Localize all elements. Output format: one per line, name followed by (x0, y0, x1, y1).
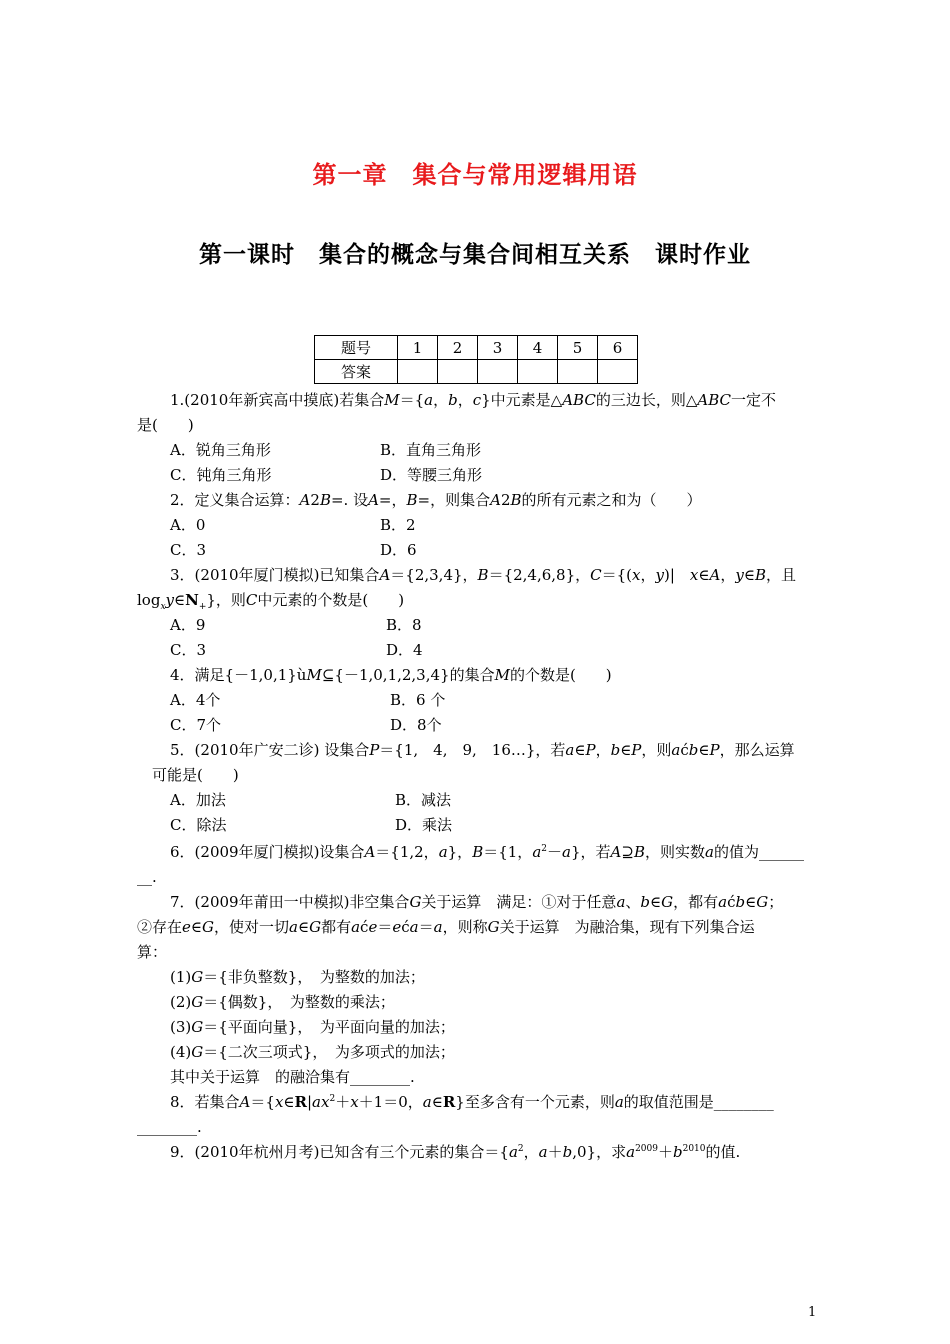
option-c: C．7个 (170, 716, 222, 734)
option-d: D．乘法 (395, 816, 453, 834)
question-8-line: 8．若集合$A=\{x\in R|ax^2+x+1=0$，a∈R}至多含有一个元素，则a的取值范围是________ (170, 1093, 774, 1111)
question-7-line: 其中关于运算 的融洽集有________. (170, 1068, 415, 1086)
question-2-line: 2．定义集合运算：A2B=. 设A=，B=，则集合A2B的所有元素之和为（ ） (170, 491, 702, 509)
option-a: A．锐角三角形 (170, 441, 271, 459)
page-number: 1 (808, 1305, 817, 1320)
question-6-line: 6．(2009年厦门模拟)设集合A＝{1,2，a}，B＝{1，$a^2-a$}，若A⊇B，则实数a的值为______ (170, 843, 804, 861)
table-cell: 5 (558, 336, 598, 360)
table-cell: 2 (438, 336, 478, 360)
question-5-line: 5．(2010年广安二诊) 设集合P＝{1, 4, 9, 16…}，若a∈P，b∈P，则aćb∈P，那么运算 (170, 741, 795, 759)
table-cell: 1 (398, 336, 438, 360)
table-row (315, 336, 638, 360)
option-a: A．9 (170, 616, 206, 634)
answer-cell[interactable] (598, 360, 638, 384)
list-item: (3)G＝{平面向量}， 为平面向量的加法； (170, 1018, 455, 1036)
table-cell: 3 (478, 336, 518, 360)
question-5-line: 可能是( ) (152, 766, 239, 784)
question-7-line: 算： (137, 943, 168, 961)
table-header-cell: 答案 (315, 360, 398, 384)
question-1-line: 是( ) (137, 416, 194, 434)
answer-cell[interactable] (478, 360, 518, 384)
question-9-line: 9．(2010年杭州月考)已知含有三个元素的集合$=\{a^2$，a＋b,0}，求$a^{2009}+b^{2010}$的值. (170, 1143, 741, 1161)
list-item: (1)G＝{非负整数}， 为整数的加法； (170, 968, 425, 986)
option-d: D．4 (386, 641, 423, 659)
question-3-line: 3．(2010年厦门模拟)已知集合A＝{2,3,4}，B＝{2,4,6,8}，C＝{(x，y)| x∈A，y∈B，且 (170, 566, 796, 584)
list-item: (4)G＝{二次三项式}， 为多项式的加法； (170, 1043, 455, 1061)
question-7-line: 7．(2009年莆田一中模拟)非空集合G关于运算 满足：①对于任意a、b∈G，都有aćb∈G； (170, 893, 784, 911)
question-6-line: __. (137, 868, 157, 886)
option-d: D．6 (380, 541, 417, 559)
question-1-line: 1.(2010年新宾高中摸底)若集合M＝{a，b，c}中元素是△ABC的三边长，则△ABC一定不 (170, 391, 777, 409)
option-d: D．等腰三角形 (380, 466, 483, 484)
table-cell: 6 (598, 336, 638, 360)
option-d: D．8个 (390, 716, 442, 734)
option-b: B．8 (386, 616, 422, 634)
option-c: C．除法 (170, 816, 227, 834)
lesson-title: 第一课时 集合的概念与集合间相互关系 课时作业 (199, 242, 751, 268)
question-4-line: 4．满足{－1,0,1}ùM⊆{－1,0,1,2,3,4}的集合M的个数是( ) (170, 666, 612, 684)
option-b: B．减法 (395, 791, 452, 809)
option-c: C．钝角三角形 (170, 466, 272, 484)
option-c: C．3 (170, 641, 207, 659)
answer-cell[interactable] (558, 360, 598, 384)
table-cell: 4 (518, 336, 558, 360)
answer-cell[interactable] (518, 360, 558, 384)
table-header-cell: 题号 (315, 336, 398, 360)
option-b: B．直角三角形 (380, 441, 482, 459)
option-a: A．4个 (170, 691, 221, 709)
answer-cell[interactable] (398, 360, 438, 384)
question-7-line: ②存在e∈G，使对一切a∈G都有aće＝eća＝a，则称G关于运算 为融洽集，现有下列集合运 (137, 918, 755, 936)
option-b: B．6 个 (390, 691, 446, 709)
option-b: B．2 (380, 516, 416, 534)
question-3-line: $\log_xy\in N_+$}，则C中元素的个数是( ) (137, 591, 405, 612)
list-item: (2)G＝{偶数}， 为整数的乘法； (170, 993, 395, 1011)
answer-table (314, 335, 638, 384)
option-a: A．加法 (170, 791, 226, 809)
option-a: A．0 (170, 516, 206, 534)
answer-cell[interactable] (438, 360, 478, 384)
table-row (315, 360, 638, 384)
chapter-title: 第一章 集合与常用逻辑用语 (312, 161, 638, 189)
option-c: C．3 (170, 541, 207, 559)
question-8-line: ________. (137, 1118, 202, 1136)
